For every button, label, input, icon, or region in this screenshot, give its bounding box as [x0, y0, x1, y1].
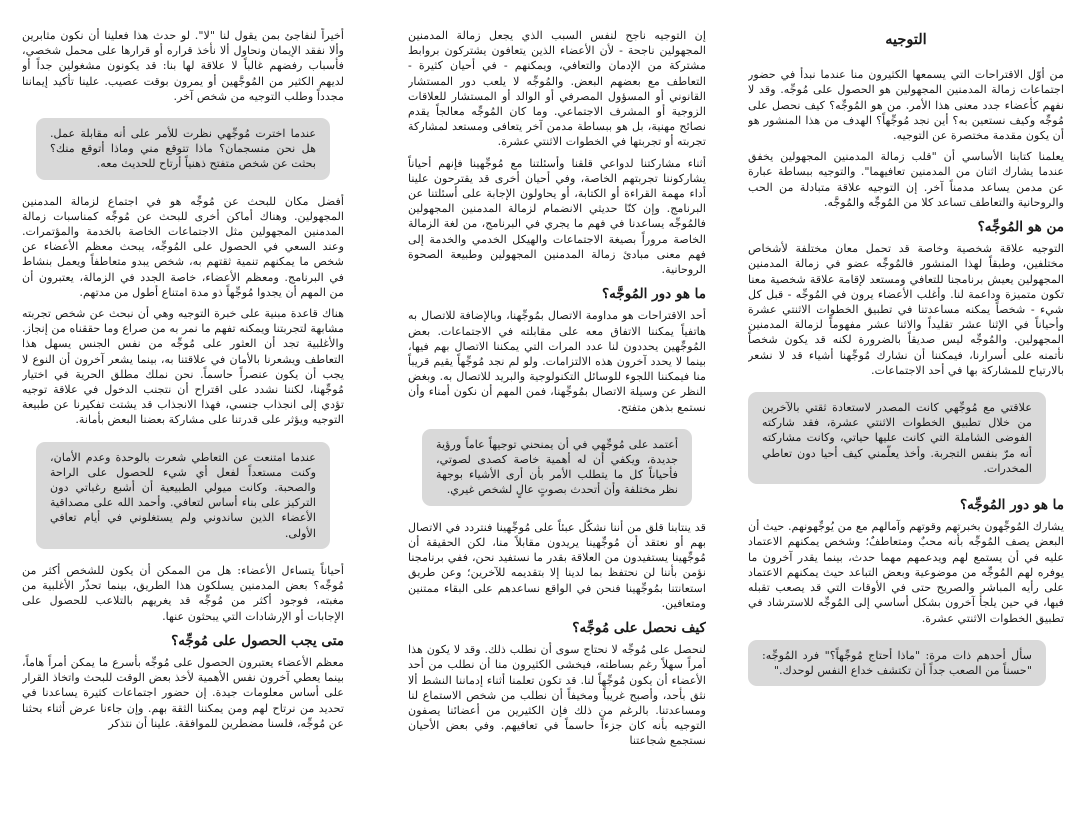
- quote-box-trust: علاقتي مع مُوجِّهي كانت المصدر لاستعادة ثقتي بالآخرين من خلال تطبيق الخطوات الاثنتي عشرة، فقد شاركته الفوضى الشاملة التي كانت عليها حياتي، وكانت مشاركته أنه مرّ بنفس التجربة. وأخذ يعلّمني كيف أحيا دون تعاطي المخدرات.: [748, 392, 1046, 484]
- sharing-concerns-paragraph: أثناء مشاركتنا لدواعي قلقنا وأسئلتنا مع مُوجِّهينا فإنهم أحياناً يشاركوننا تجربتهم الخاصة، وفي أحيان أخرى قد يقترحون علينا أداء مهمة القراءة أو الكتابة، أو يحاولون الإجابة على أسئلتنا عن البرنامج. وإن كنّا حديثي الانضمام لزمالة المدمنين المجهولين فالمُوجِّه يساعدنا في فهم ما يجري في البرنامج، من لغة الزمالة الخاصة مروراً بصيغة الاجتماعات والهيكل الخدمي والخدمة إلى فهم معنى مبادئ زمالة المدمنين المجهولين وطبيعة الصحوة الروحانية.: [408, 156, 706, 277]
- heading-sponsor-role: ما هو دور المُوجِّه؟: [960, 497, 1064, 514]
- multiple-sponsors-paragraph: أحياناً يتساءل الأعضاء: هل من الممكن أن يكون للشخص أكثر من مُوجِّه؟ بعض المدمنين يسلكون هذا الطريق، بينما تحذّر الأغلبية من مغبته، فوجود أكثر من مُوجِّه قد يغريهم بالتلاعب للحصول على الإجابات أو الإرشادات التي يبحثون عنها.: [22, 563, 344, 623]
- sponsor-definition-paragraph: التوجيه علاقة شخصية وخاصة قد تحمل معان مختلفة لأشخاص مختلفين، وطبقاً لهذا المنشور فالمُوجِّه عضو في زمالة المدمنين المجهولين يعيش برنامجنا للتعافي ومستعد لإقامة علاقة شخصية معنا تكون متميزة وداعمة لنا. وأغلب الأعضاء يرون في المُوجِّه - قبل كل شيء - شخصاً يمكنه مساعدتنا في تطبيق الخطوات الاثنتي عشرة وأحياناً في الإثنا عشر تقليداً والاثنا عشر مفهوماً لزمالة المدمنين المجهولين. والمُوجِّه ليس صديقاً بالضرورة لكنه قد يكون شخصاً نأتمنه على أسرارنا، فيمكننا أن نشارك مُوجِّهنا أشياء قد لا نشعر بالارتياح للمشاركة بها في أحد الاجتماعات.: [748, 242, 1064, 377]
- how-to-ask-paragraph: لنحصل على مُوجِّه لا نحتاج سوى أن نطلب ذلك. وقد لا يكون هذا أمراً سهلاً رغم بساطته، فيخشى الكثيرون منا أن نطلب من أحد الأعضاء أن يكون مُوجِّهاً لنا. قد تكون تعلمنا أثناء إدماننا النشط ألا نثق بأحد، وأصبح غريباً ومخيفاً أن نطلب من شخص الاستماع لنا ومساعدتنا. بالرغم من ذلك فإن الكثيرين من أعضائنا يصفون التوجيه بأنه كان جزءاً حاسماً في تعافيهم. وفي بعض الأحيان نستجمع شجاعتنا: [408, 643, 706, 748]
- sponsor-role-paragraph: يشارك المُوجِّهون بخبرتهم وقوتهم وآمالهم مع من يُوجِّهونهم. حيث أن البعض يصف المُوجِّه بأنه محبٌ ومتعاطفٌ؛ وشخص يمكنهم الاعتماد عليه في أن يستمع لهم ويدعمهم مهما حدث، بينما يقدر آخرون ما يوفره لهم المُوجِّه من موضوعية وبعض التباعد حيث يمكنهم الاعتماد على رأيه المباشر والصريح حتى في الأوقات التي قد يصعب تقبله فيها، في حين يلجأ آخرون بشكل أساسي إلى المُوجِّه للاسترشاد في تطبيق الخطوات الاثنتي عشرة.: [748, 520, 1064, 625]
- basic-text-paragraph: يعلمنا كتابنا الأساسي أن "قلب زمالة المدمنين المجهولين يخفق عندما يشارك اثنان من المدمنين تعافيهما". والتوجيه ببساطة عبارة عن مدمن يساعد مدمناً آخر. إن التوجيه علاقة متبادلة من الحب والروحانية والتعاطف تساعد كلا من المُوجِّه والمُوجَّه.: [748, 150, 1064, 209]
- right-column: [748, 28, 1064, 828]
- heading-who-is-sponsor: من هو المُوجِّه؟: [977, 219, 1064, 236]
- similar-experience-paragraph: هناك قاعدة مبنية على خبرة التوجيه وهي أن نبحث عن شخص تجربته مشابهة لتجربتنا ويمكنه تفهم ما نمر به من صراع وما حققناه من إنجاز. والأغلبية تجد أن العثور على مُوجِّه من نفس الجنس يسهل هذا التعاطف ويشعرنا بالأمان في علاقتنا به، بينما يشعر آخرون أن النوع لا يجب أن يكون عنصراً حاسماً. نحن نملك مطلق الحرية في اختيار مُوجِّهنا، لكننا نشدد على اقتراح أن نتجنب الدخول في علاقة توجيه تؤدي إلى انجذاب جنسي، فهذا الانجذاب قد يشتت تفكيرنا عن طبيعة التوجيه ويؤثر على قدرتنا على مشاركة بعضنا البعض بأمانة.: [22, 307, 344, 427]
- quote-box-self-deception: سأل أحدهم ذات مرة: "ماذا أحتاج مُوجِّهاً؟" فرد المُوجِّه: "حسناً من الصعب جداً أن تكتشف خداع النفس لوحدك.": [748, 640, 1046, 686]
- left-column: [22, 28, 344, 828]
- quote-box-interview: عندما اخترت مُوجِّهي نظرت للأمر على أنه مقابلة عمل. هل نحن منسجمان؟ ماذا تتوقع مني وماذا أتوقع منك؟ بحثت عن شخص متفتح ذهنياً أرتاح للحديث معه.: [36, 118, 330, 180]
- quote-box-loneliness: عندما امتنعت عن التعاطي شعرت بالوحدة وعدم الأمان، وكنت مستعداً لفعل أي شيء للحصول على الراحة والصحبة. وكانت ميولي الطبيعية أن أشبع رغباتي دون التركيز على بناء أساس لتعافي. وأحمد الله على مصداقية الأعضاء الذين ساندوني ولم يستغلوني في أيام تعافي الأولى.: [36, 442, 330, 549]
- heading-how-to-get-sponsor: كيف نحصل على مُوجِّه؟: [572, 619, 706, 636]
- why-sponsorship-works-paragraph: إن التوجيه ناجح لنفس السبب الذي يجعل زمالة المدمنين المجهولين ناجحة - لأن الأعضاء الذين يتعافون يشتركون بروابط مشتركة من الإدمان والتعافي، ويمكنهم - في أحيان كثيرة - التعاطف مع بعضهم البعض. والمُوجِّه لا يلعب دور المستشار القانوني أو المسؤول المصرفي أو الوالد أو المستشار للعلاقات الزوجية أو المشرف الاجتماعي. وما كان المُوجِّه معالجاً يقدم نصائح مهنية، بل هو ببساطة مدمن آخر يتعافى ومستعد لمشاركة تجربته أو تجربتها في الخطوات الاثنتي عشرة.: [408, 29, 706, 149]
- page-title: التوجيه: [885, 31, 927, 48]
- heading-when-to-get-sponsor: متى يجب الحصول على مُوجِّه؟: [171, 632, 344, 649]
- rejection-paragraph: أخيراً لنفاجئ بمن يقول لنا "لا". لو حدث هذا فعلينا أن نكون مثابرين وألا نفقد الإيمان ونحاول ألا نأخذ قراره أو قرارها على محمل شخصي، فأسباب رفضهم غالباً لا علاقة لها بنا: قد يكونون مشغولين جداً أو لديهم الكثير من المُوجَّهين أو يمرون بوقت عصيب. علينا تأكيد إيماننا مجدداً وطلب التوجيه من شخص آخر.: [22, 29, 344, 103]
- quote-box-sounding-board: أعتمد على مُوجِّهي في أن يمنحني توجيهاً عاماً ورؤية جديدة، ويكفي أن له أهمية خاصة كصدى لصوتي، فأحياناً كل ما يتطلب الأمر بأن أرى الأشياء بوجهة نظر مختلفة وأن أتحدث بصوتٍ عالٍ لشخص غيري.: [422, 429, 692, 506]
- when-paragraph: معظم الأعضاء يعتبرون الحصول على مُوجِّه بأسرع ما يمكن أمراً هاماً، بينما يعطي آخرون نفس الأهمية لأخذ بعض الوقت للبحث واتخاذ القرار على أساس معلومات جيدة. إن حضور اجتماعات كثيرة يساعدنا في تحديد من نرتاح لهم ومن يمكننا الثقة بهم. وإن جاءنا عرض أثناء بحثنا عن مُوجِّه، فلسنا مضطرين للموافقة. علينا أن نتذكر: [22, 655, 344, 730]
- sponsee-role-paragraph: أحد الاقتراحات هو مداومة الاتصال بمُوجِّهنا، وبالإضافة للاتصال به هاتفياً يمكننا الاتفاق معه على مقابلته في الاجتماعات. بعض المُوجِّهين يحددون لنا عدد المرات التي يمكننا الاتصال بهم فيها، بينما لا يحدد آخرون هذه الالتزامات. ولو لم نجد مُوجِّهاً يقيم قريباً منا فيمكننا اللجوء للوسائل التكنولوجية والبريد للاتصال به. وبغض النظر عن وسيلة الاتصال بمُوجِّهنا، فمن المهم أن نكون أمناء وأن نستمع بذهن متفتح.: [408, 309, 706, 414]
- where-to-find-paragraph: أفضل مكان للبحث عن مُوجِّه هو في اجتماع لزمالة المدمنين المجهولين. وهناك أماكن أخرى للبحث عن مُوجِّه كمناسبات زمالة المدمنين المجهولين مثل الاجتماعات الخاصة بالخدمة والمؤتمرات. وعند السعي في الحصول على المُوجِّه، يبحث معظم الأعضاء عن شخص ما يمكنهم تنمية ثقتهم به، شخص يبدو متعاطفاً ويعمل بنشاط في البرنامج. ومعظم الأعضاء، خاصة الجدد في الزمالة، يعتبرون أن من المهم أن يجدوا مُوجِّهاً ذو مدة امتناع أطول من مدتهم.: [22, 194, 344, 299]
- burden-worry-paragraph: قد ينتابنا قلق من أننا نشكّل عبئاً على مُوجِّهينا فنتردد في الاتصال بهم أو نعتقد أن مُوجِّهينا يريدون مقابلاً منا، لكن الحقيقة أن مُوجِّهينا يستفيدون من العلاقة بقدر ما نستفيد نحن، ففي برنامجنا نؤمن بأننا لن نحتفظ بما لدينا إلا بتقديمه للآخرين؛ وعن طريق استعانتنا بمُوجِّهينا فنحن في الواقع نساعدهم على البقاء ممتنين ومتعافين.: [408, 520, 706, 610]
- heading-sponsee-role: ما هو دور المُوجَّه؟: [602, 286, 706, 303]
- middle-column: [408, 28, 706, 828]
- intro-paragraph: من أوّل الاقتراحات التي يسمعها الكثيرون منا عندما نبدأ في حضور اجتماعات زمالة المدمنين المجهولين هو الحصول على مُوجِّه. وقد لا نفهم كأعضاء جدد معنى هذا الأمر. من هو المُوجِّه؟ كيف نحصل على مُوجِّه وكيف نستعين به؟ أين نجد مُوجِّهاً؟ الهدف من هذا المنشور هو أن يكون مقدمة مختصرة عن التوجيه.: [748, 68, 1064, 143]
